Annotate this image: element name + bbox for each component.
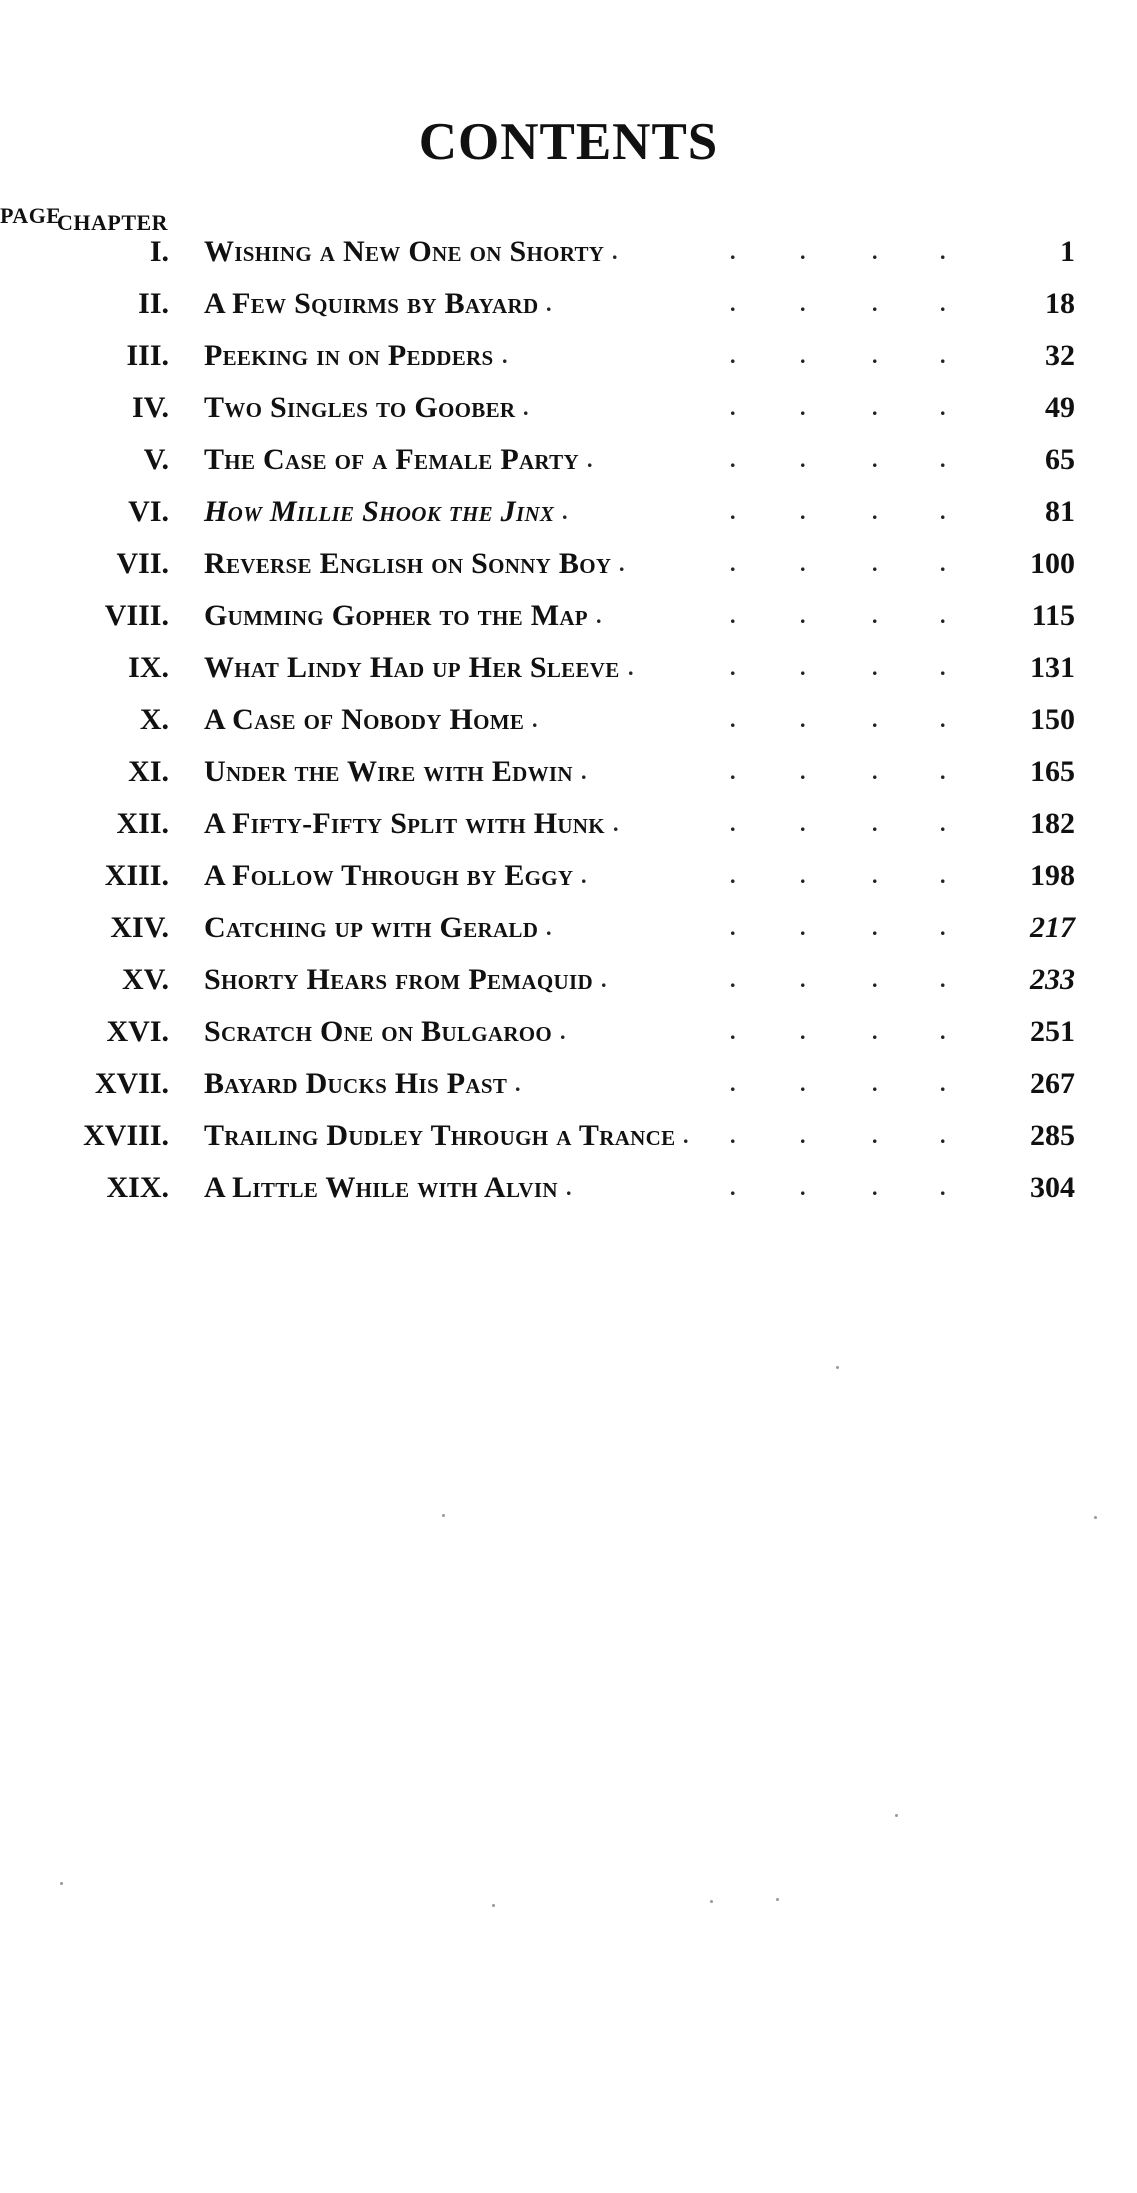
chapter-numeral: II. [138, 287, 169, 320]
leader-dot: . [560, 1019, 566, 1044]
toc-row [0, 590, 1137, 642]
leader-dot: . [800, 811, 806, 836]
table-of-contents [0, 226, 1137, 1214]
toc-row [0, 434, 1137, 486]
leader-dot: . [872, 655, 878, 680]
leader-dot: . [515, 1071, 521, 1096]
leader-dot: . [683, 1123, 689, 1148]
leader-dot: . [940, 343, 946, 368]
page-number: 198 [1030, 859, 1075, 892]
scan-speck [776, 1898, 779, 1901]
dot-leaders [0, 382, 1137, 434]
chapter-numeral: VIII. [104, 599, 169, 632]
chapter-numeral: VI. [128, 495, 169, 528]
leader-dot: . [940, 707, 946, 732]
chapter-title: Trailing Dudley Through a Trance [204, 1119, 676, 1152]
chapter-title: Wishing a New One on Shorty [204, 235, 605, 268]
leader-dot: . [800, 1123, 806, 1148]
leader-dot: . [730, 967, 736, 992]
toc-row [0, 538, 1137, 590]
chapter-title: Gumming Gopher to the Map [204, 599, 588, 632]
leader-dot: . [800, 239, 806, 264]
page-number: 115 [1031, 599, 1075, 632]
leader-dot: . [730, 1123, 736, 1148]
leader-dot: . [730, 551, 736, 576]
page-number: 165 [1030, 755, 1075, 788]
leader-dot: . [872, 499, 878, 524]
toc-row [0, 1058, 1137, 1110]
toc-row [0, 382, 1137, 434]
leader-dot: . [619, 551, 625, 576]
leader-dot: . [872, 707, 878, 732]
leader-dot: . [730, 291, 736, 316]
toc-row [0, 1110, 1137, 1162]
chapter-column-label: CHAPTER [57, 210, 169, 235]
chapter-numeral: III. [126, 339, 169, 372]
leader-dot: . [800, 291, 806, 316]
toc-row [0, 642, 1137, 694]
chapter-numeral: XIX. [106, 1171, 169, 1204]
page-number: 150 [1030, 703, 1075, 736]
toc-row [0, 850, 1137, 902]
toc-row [0, 486, 1137, 538]
dot-leaders [0, 330, 1137, 382]
leader-dot: . [940, 863, 946, 888]
leader-dot: . [872, 863, 878, 888]
leader-dot: . [800, 967, 806, 992]
page-number: 182 [1030, 807, 1075, 840]
leader-dot: . [730, 915, 736, 940]
leader-dot: . [872, 239, 878, 264]
leader-dot: . [940, 551, 946, 576]
dot-leaders [0, 278, 1137, 330]
leader-dot: . [800, 1071, 806, 1096]
page-number: 32 [1045, 339, 1075, 372]
leader-dot: . [730, 395, 736, 420]
leader-dot: . [800, 915, 806, 940]
leader-dot: . [730, 759, 736, 784]
page-number: 65 [1045, 443, 1075, 476]
leader-dot: . [940, 603, 946, 628]
leader-dot: . [628, 655, 634, 680]
toc-row [0, 902, 1137, 954]
chapter-numeral: IV. [132, 391, 169, 424]
leader-dot: . [872, 811, 878, 836]
chapter-title: Bayard Ducks His Past [204, 1067, 508, 1100]
dot-leaders [0, 694, 1137, 746]
chapter-numeral: V. [143, 443, 169, 476]
leader-dot: . [730, 239, 736, 264]
scan-speck [895, 1814, 898, 1817]
leader-dot: . [800, 1175, 806, 1200]
chapter-title: The Case of a Female Party [204, 443, 579, 476]
leader-dot: . [940, 447, 946, 472]
leader-dot: . [940, 655, 946, 680]
page-column-label: PAGE [0, 203, 62, 228]
dot-leaders [0, 486, 1137, 538]
leader-dot: . [800, 447, 806, 472]
leader-dot: . [800, 499, 806, 524]
leader-dot: . [940, 499, 946, 524]
leader-dot: . [730, 811, 736, 836]
page-number: 267 [1030, 1067, 1075, 1100]
leader-dot: . [730, 863, 736, 888]
leader-dot: . [502, 343, 508, 368]
leader-dot: . [800, 1019, 806, 1044]
chapter-title: Catching up with Gerald [204, 911, 539, 944]
leader-dot: . [872, 759, 878, 784]
leader-dot: . [872, 1175, 878, 1200]
page-number: 100 [1030, 547, 1075, 580]
page-number: 251 [1030, 1015, 1075, 1048]
leader-dot: . [872, 395, 878, 420]
leader-dot: . [613, 811, 619, 836]
toc-row [0, 694, 1137, 746]
leader-dot: . [940, 915, 946, 940]
toc-row [0, 1162, 1137, 1214]
chapter-numeral: XV. [122, 963, 169, 996]
chapter-title: A Little While with Alvin [204, 1171, 558, 1204]
chapter-numeral: IX. [128, 651, 169, 684]
toc-row [0, 226, 1137, 278]
leader-dot: . [581, 863, 587, 888]
page-number: 1 [1060, 235, 1075, 268]
chapter-numeral: XIV. [110, 911, 169, 944]
leader-dot: . [940, 759, 946, 784]
chapter-numeral: XII. [116, 807, 169, 840]
leader-dot: . [872, 343, 878, 368]
page-number: 304 [1030, 1171, 1075, 1204]
leader-dot: . [730, 707, 736, 732]
chapter-numeral: X. [139, 703, 169, 736]
chapter-numeral: XVI. [106, 1015, 169, 1048]
leader-dot: . [872, 1123, 878, 1148]
leader-dot: . [800, 551, 806, 576]
leader-dot: . [730, 499, 736, 524]
leader-dot: . [872, 915, 878, 940]
chapter-numeral: I. [149, 235, 169, 268]
chapter-numeral: XI. [128, 755, 169, 788]
leader-dot: . [523, 395, 529, 420]
leader-dot: . [601, 967, 607, 992]
leader-dot: . [940, 811, 946, 836]
chapter-title: Scratch One on Bulgaroo [204, 1015, 553, 1048]
leader-dot: . [562, 499, 568, 524]
leader-dot: . [872, 603, 878, 628]
chapter-title: How Millie Shook the Jinx [204, 495, 555, 528]
chapter-numeral: VII. [116, 547, 169, 580]
leader-dot: . [546, 915, 552, 940]
leader-dot: . [730, 447, 736, 472]
leader-dot: . [940, 1071, 946, 1096]
leader-dot: . [940, 291, 946, 316]
leader-dot: . [940, 967, 946, 992]
page-number: 81 [1045, 495, 1075, 528]
leader-dot: . [800, 343, 806, 368]
leader-dot: . [872, 1071, 878, 1096]
page-title: CONTENTS [418, 113, 719, 171]
scan-speck [492, 1904, 495, 1907]
chapter-numeral: XVIII. [83, 1119, 169, 1152]
page-number: 18 [1045, 287, 1075, 320]
leader-dot: . [730, 1175, 736, 1200]
leader-dot: . [730, 603, 736, 628]
leader-dot: . [940, 1019, 946, 1044]
chapter-title: Under the Wire with Edwin [204, 755, 573, 788]
toc-row [0, 954, 1137, 1006]
leader-dot: . [532, 707, 538, 732]
chapter-title: A Fifty-Fifty Split with Hunk [204, 807, 605, 840]
leader-dot: . [800, 863, 806, 888]
leader-dot: . [566, 1175, 572, 1200]
chapter-title: Shorty Hears from Pemaquid [204, 963, 593, 996]
toc-row [0, 330, 1137, 382]
leader-dot: . [800, 655, 806, 680]
leader-dot: . [872, 291, 878, 316]
scan-speck [710, 1900, 713, 1903]
leader-dot: . [730, 343, 736, 368]
leader-dot: . [872, 551, 878, 576]
chapter-title: A Follow Through by Eggy [204, 859, 574, 892]
leader-dot: . [800, 707, 806, 732]
toc-row [0, 1006, 1137, 1058]
leader-dot: . [940, 239, 946, 264]
leader-dot: . [800, 603, 806, 628]
leader-dot: . [546, 291, 552, 316]
chapter-title: What Lindy Had up Her Sleeve [204, 651, 620, 684]
chapter-title: Peeking in on Pedders [204, 339, 494, 372]
leader-dot: . [940, 395, 946, 420]
page-number: 131 [1030, 651, 1075, 684]
scan-speck [836, 1366, 839, 1369]
chapter-title: A Case of Nobody Home [204, 703, 525, 736]
dot-leaders [0, 902, 1137, 954]
chapter-title: A Few Squirms by Bayard [204, 287, 539, 320]
leader-dot: . [800, 759, 806, 784]
leader-dot: . [596, 603, 602, 628]
chapter-title: Reverse English on Sonny Boy [204, 547, 612, 580]
leader-dot: . [612, 239, 618, 264]
page-number: 285 [1030, 1119, 1075, 1152]
chapter-numeral: XVII. [94, 1067, 169, 1100]
dot-leaders [0, 1006, 1137, 1058]
chapter-title: Two Singles to Goober [204, 391, 516, 424]
scan-speck [1094, 1516, 1097, 1519]
scan-speck [442, 1514, 445, 1517]
leader-dot: . [730, 1071, 736, 1096]
leader-dot: . [872, 1019, 878, 1044]
page-number: 49 [1045, 391, 1075, 424]
toc-row [0, 798, 1137, 850]
toc-row [0, 746, 1137, 798]
scan-speck [60, 1882, 63, 1885]
leader-dot: . [730, 655, 736, 680]
leader-dot: . [872, 967, 878, 992]
page-number: 233 [1030, 963, 1075, 996]
dot-leaders [0, 1058, 1137, 1110]
leader-dot: . [587, 447, 593, 472]
leader-dot: . [872, 447, 878, 472]
leader-dot: . [730, 1019, 736, 1044]
page-number: 217 [1030, 911, 1075, 944]
toc-row [0, 278, 1137, 330]
leader-dot: . [940, 1175, 946, 1200]
leader-dot: . [940, 1123, 946, 1148]
chapter-numeral: XIII. [104, 859, 169, 892]
leader-dot: . [800, 395, 806, 420]
leader-dot: . [581, 759, 587, 784]
dot-leaders [0, 1162, 1137, 1214]
